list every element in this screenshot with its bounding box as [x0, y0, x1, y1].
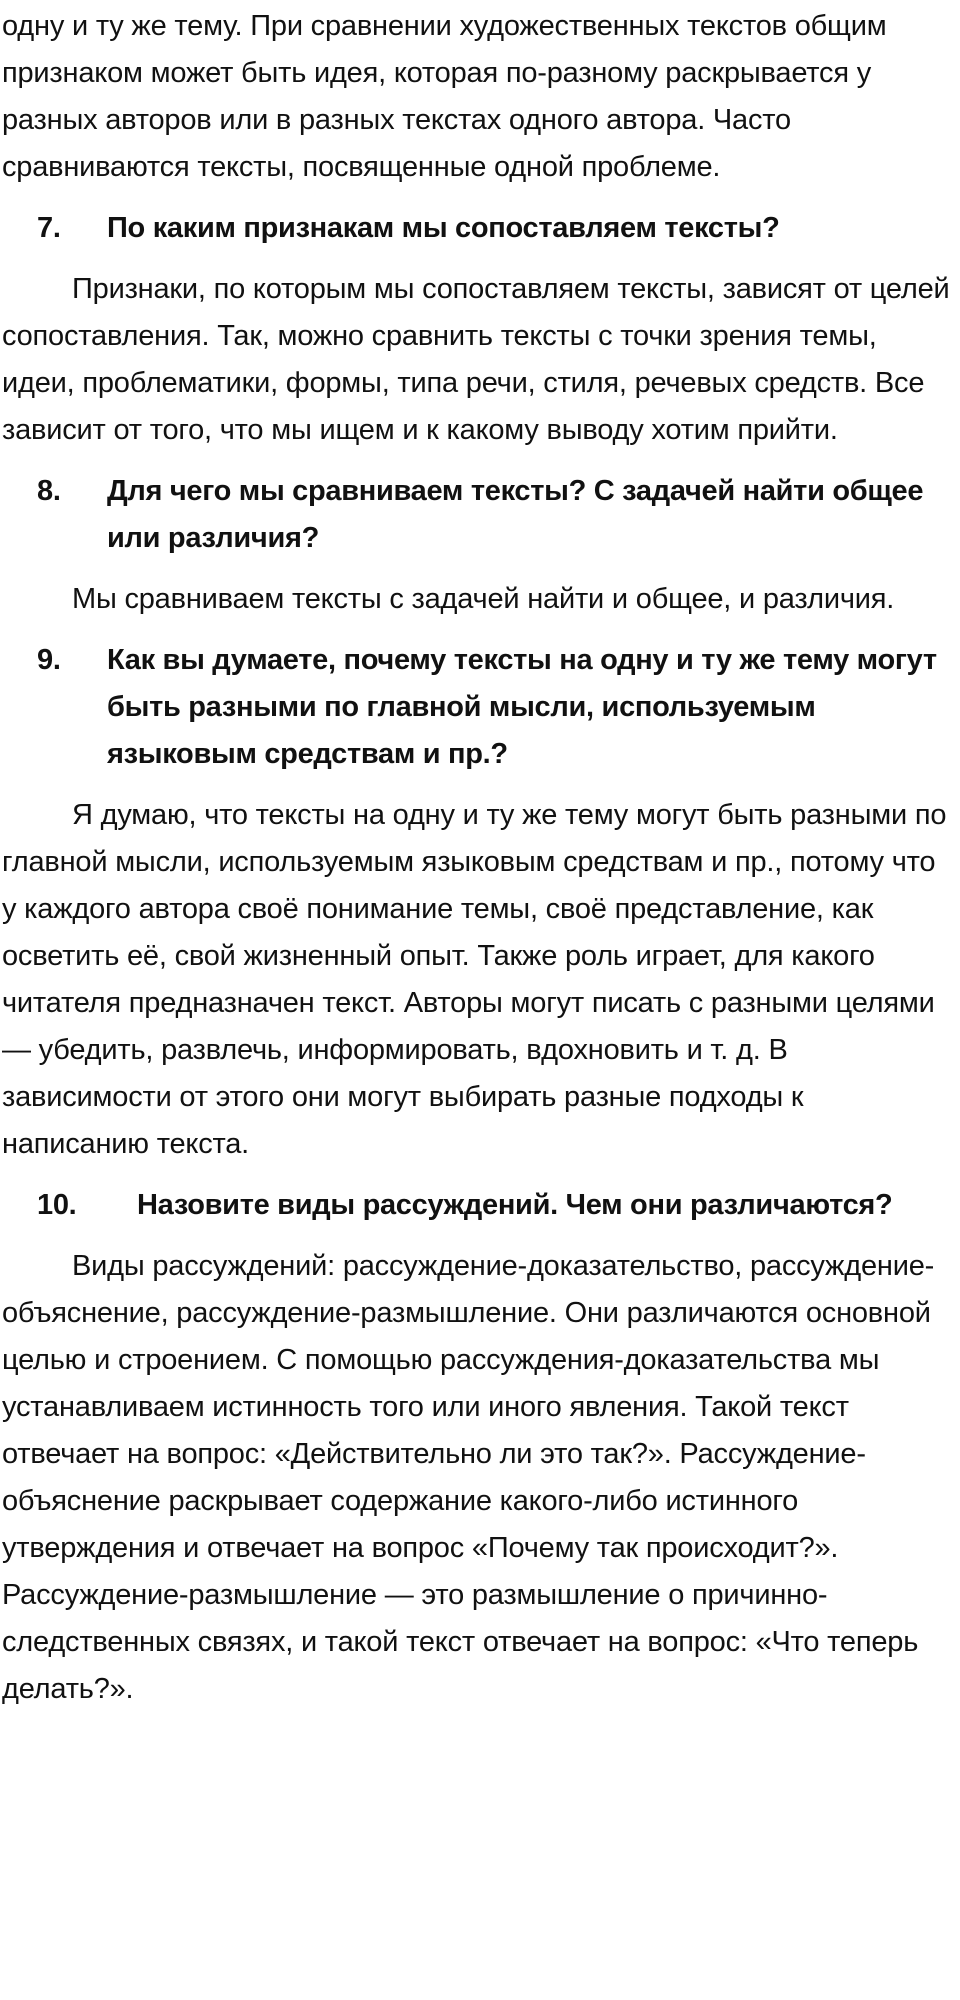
question-number: 8. — [37, 475, 61, 507]
question-number: 10. — [37, 1189, 77, 1221]
answer-9: Я думаю, что тексты на одну и ту же тему могут быть разными по главной мысли, используемым языковым средствам и пр., потому что у каждого автора своё понимание темы, своё представление, как осветить её, свой жизненный опыт. Также роль играет, для какого читателя предназначен текст. Авторы могут писать с разными целями — убедить, развлечь, информировать, вдохновить и т. д. В зависимости от этого они могут выбирать разные подходы к написанию текста. — [2, 799, 947, 1160]
question-10 — [2, 1182, 956, 1229]
question-9 — [2, 637, 956, 778]
document-body — [2, 0, 956, 1727]
answer-7: Признаки, по которым мы сопоставляем тексты, зависят от целей сопоставления. Так, можно сравнить тексты с точки зрения темы, идеи, проблематики, формы, типа речи, стиля, речевых средств. Все зависит от того, что мы ищем и к какому выводу хотим прийти. — [2, 273, 950, 446]
question-text: По каким признакам мы сопоставляем тексты? — [107, 212, 780, 244]
question-7 — [2, 205, 956, 252]
question-number: 7. — [37, 212, 61, 244]
paragraph-continuation: одну и ту же тему. При сравнении художественных текстов общим признаком может быть идея, которая по-разному раскрывается у разных авторов или в разных текстах одного автора. Часто сравниваются тексты, посвященные одной проблеме. — [2, 10, 887, 183]
question-number: 9. — [37, 644, 61, 676]
question-8 — [2, 468, 956, 562]
question-text: Как вы думаете, почему тексты на одну и ту же тему могут быть разными по главной мысли, используемым языковым средствам и пр.? — [107, 644, 937, 770]
answer-8: Мы сравниваем тексты с задачей найти и общее, и различия. — [72, 583, 895, 615]
answer-10: Виды рассуждений: рассуждение-доказательство, рассуждение-объяснение, рассуждение-размышление. Они различаются основной целью и строением. С помощью рассуждения-доказательства мы устанавливаем истинность того или иного явления. Такой текст отвечает на вопрос: «Действительно ли это так?». Рассуждение-объяснение раскрывает содержание какого-либо истинного утверждения и отвечает на вопрос «Почему так происходит?». Рассуждение-размышление — это размышление о причинно-следственных связях, и такой текст отвечает на вопрос: «Что теперь делать?». — [2, 1250, 935, 1705]
question-text: Назовите виды рассуждений. Чем они различаются? — [137, 1189, 893, 1221]
question-text: Для чего мы сравниваем тексты? С задачей найти общее или различия? — [107, 475, 924, 554]
